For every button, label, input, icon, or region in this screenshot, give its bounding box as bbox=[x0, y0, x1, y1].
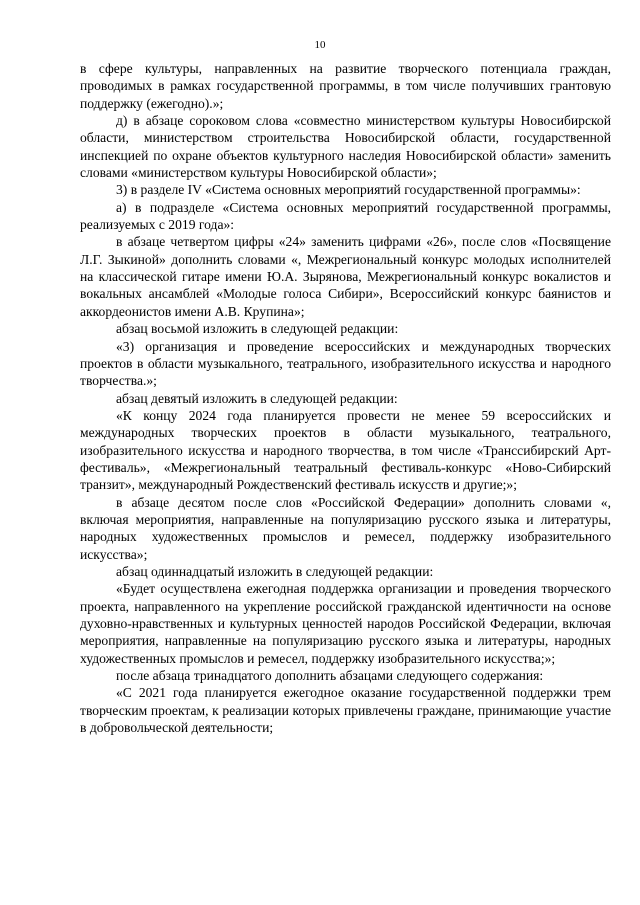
page-number: 10 bbox=[314, 39, 326, 51]
paragraph-8: абзац девятый изложить в следующей редакции: bbox=[116, 390, 398, 406]
paragraph-3: 3) в разделе IV «Система основных мероприятий государственной программы»: bbox=[116, 182, 581, 198]
paragraph-14: «С 2021 года планируется ежегодное оказание государственной поддержки трем творческим проектам, к реализации которых привлечены граждане, принимающие участие в добровольческой деятельности; bbox=[80, 685, 611, 736]
paragraph-12: «Будет осуществлена ежегодная поддержка организации и проведения творческого проекта, направленного на укрепление российской гражданской идентичности на основе духовно-нравственных и культурных ценностей народов Российской Федерации, включая мероприятия, направленные на популяризацию русского языка и литературы, народных художественных промыслов и ремесел, поддержку изобразительного искусства;»; bbox=[80, 581, 611, 666]
paragraph-11: абзац одиннадцатый изложить в следующей редакции: bbox=[116, 563, 434, 579]
paragraph-7: «3) организация и проведение всероссийских и международных творческих проектов в области музыкального, театрального, изобразительного искусства и народного творчества.»; bbox=[80, 338, 611, 389]
paragraph-13: после абзаца тринадцатого дополнить абзацами следующего содержания: bbox=[116, 668, 544, 684]
paragraph-4: а) в подразделе «Система основных мероприятий государственной программы, реализуемых с 2019 года»: bbox=[80, 199, 611, 233]
paragraph-9: «К концу 2024 года планируется провести не менее 59 всероссийских и международных творческих проектов в области музыкального, театрального, изобразительного искусства и народного творчества, в том числе «Транссибирский Арт-фестиваль», «Межрегиональный театральный фестиваль-конкурс «Ново-Сибирский транзит», международный Рождественский фестиваль искусств и другие;»; bbox=[80, 407, 611, 493]
paragraph-2: д) в абзаце сороковом слова «совместно министерством культуры Новосибирской области, министерством строительства Новосибирской области, государственной инспекцией по охране объектов культурного наследия Новосибирской области» заменить словами «министерством культуры Новосибирской области»; bbox=[80, 113, 611, 181]
document-body bbox=[80, 60, 611, 736]
paragraph-1: в сфере культуры, направленных на развитие творческого потенциала граждан, проводимых в рамках государственной программы, в том числе получивших грантовую поддержку (ежегодно).»; bbox=[80, 61, 611, 111]
paragraph-10: в абзаце десятом после слов «Российской Федерации» дополнить словами «, включая мероприятия, направленные на популяризацию русского языка и литературы, народных художественных промыслов и ремесел, поддержку изобразительного искусства»; bbox=[80, 494, 611, 562]
paragraph-5: в абзаце четвертом цифры «24» заменить цифрами «26», после слов «Посвящение Л.Г. Зыкиной» дополнить словами «, Межрегиональный конкурс молодых исполнителей на классической гитаре имени Ю.А. Зырянова, Межрегиональный конкурс вокалистов и вокальных ансамблей «Молодые голоса Сибири», Всероссийский конкурс баянистов и аккордеонистов имени А.В. Крупина»; bbox=[80, 234, 611, 319]
paragraph-6: абзац восьмой изложить в следующей редакции: bbox=[116, 321, 399, 337]
